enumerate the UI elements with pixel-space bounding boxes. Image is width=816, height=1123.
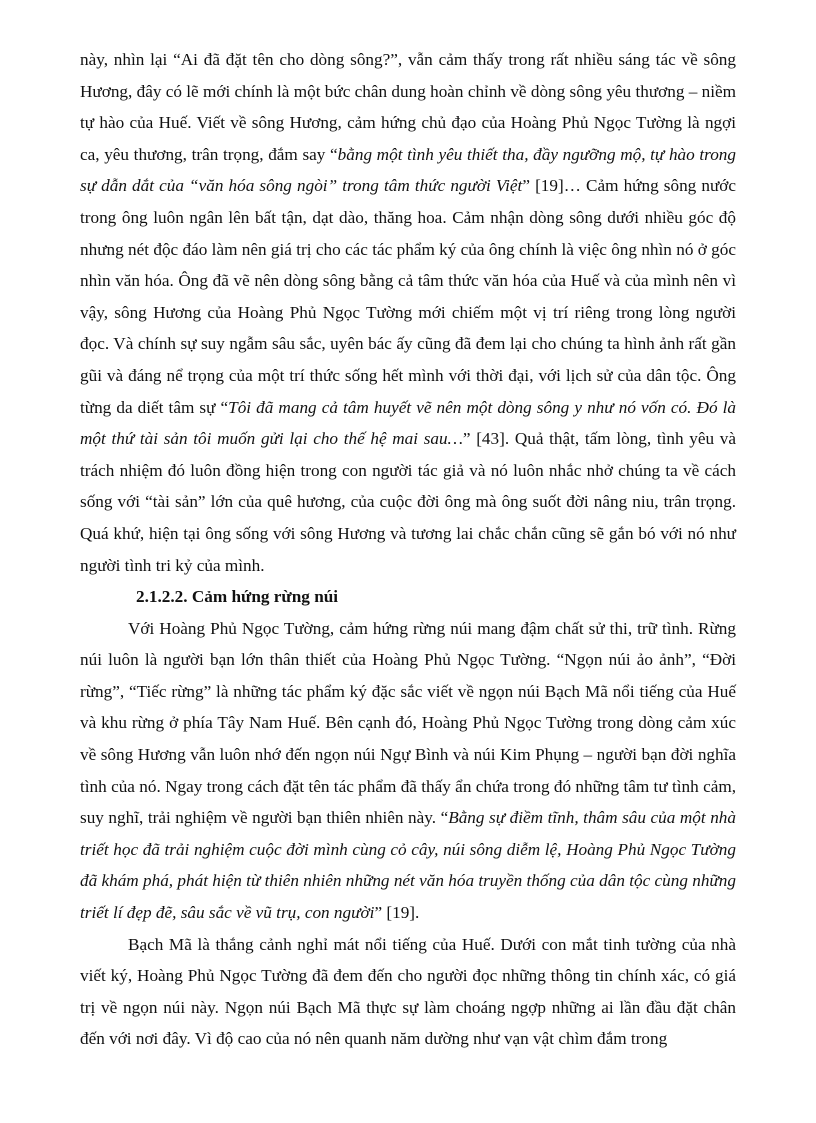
text-run: ” [19]. [374,903,420,923]
paragraph-bach-ma: Bạch Mã là thắng cảnh nghỉ mát nổi tiếng của Huế. Dưới con mắt tinh tường của nhà viết ký, Hoàng Phủ Ngọc Tường đã đem đến cho người đọc những thông tin chính xác, có giá trị về ngọn núi này. Ngọn núi Bạch Mã thực sự làm choáng ngợp những ai lần đầu đặt chân đến với nơi đây. Vì độ cao của nó nên quanh năm dường như vạn vật chìm đắm trong [80,934,736,1049]
paragraph-song-huong [80,44,736,581]
text-run: Với Hoàng Phủ Ngọc Tường, cảm hứng rừng núi mang đậm chất sử thi, trữ tình. Rừng núi luôn là người bạn lớn thân thiết của Hoàng Phủ Ngọc Tường. “Ngọn núi ảo ảnh”, “Đời rừng”, “Tiếc rừng” là những tác phẩm ký đặc sắc viết về ngọn núi Bạch Mã nổi tiếng của Huế và khu rừng ở phía Tây Nam Huế. Bên cạnh đó, Hoàng Phủ Ngọc Tường trong dòng cảm xúc về sông Hương vẫn luôn nhớ đến ngọn núi Ngự Bình và núi Kim Phụng – người bạn đời nghĩa tình của nó. Ngay trong cách đặt tên tác phẩm đã thấy ẩn chứa trong đó những tâm tư tình cảm, suy nghĩ, trải nghiệm về người bạn thiên nhiên này. “ [80,618,736,828]
text-run: ” [19]… Cảm hứng sông nước trong ông luôn ngân lên bất tận, dạt dào, thăng hoa. Cảm nhận dòng sông dưới nhiều góc độ nhưng nét độc đáo làm nên giá trị cho các tác phẩm ký của ông chính là việc ông nhìn nó ở góc nhìn văn hóa. Ông đã vẽ nên dòng sông bằng cả tâm thức văn hóa của Huế và của mình nên vì vậy, sông Hương của Hoàng Phủ Ngọc Tường mới chiếm một vị trí riêng trong lòng người đọc. Và chính sự suy ngẫm sâu sắc, uyên bác ấy cũng đã đem lại cho chúng ta hình ảnh rất gần gũi và đáng nể trọng của một trí thức sống hết mình với thời đại, với lịch sử của dân tộc. Ông từng da diết tâm sự “ [80,176,736,417]
text-run: ” [43]. Quả thật, tấm lòng, tình yêu và trách nhiệm đó luôn đồng hiện trong con người tác giả và nó luôn nhắc nhở chúng ta về cách sống với “tài sản” lớn của quê hương, của cuộc đời ông mà ông suốt đời nâng niu, trân trọng. Quá khứ, hiện tại ông sống với sông Hương và tương lai chắc chắn cũng sẽ gắn bó với nó như người tình tri kỷ của mình. [80,429,737,575]
document-page [80,44,736,1055]
paragraph-rung-nui [80,613,736,929]
text-run: này, nhìn lại “Ai đã đặt tên cho dòng sông?”, vẫn cảm thấy trong rất nhiều sáng tác về sông Hương, đây có lẽ mới chính là một bức chân dung hoàn chỉnh về dòng sông yêu thương – niềm tự hào của Huế. Viết về sông Hương, cảm hứng chủ đạo của Hoàng Phủ Ngọc Tường là ngợi ca, yêu thương, trân trọng, đắm say “ [80,50,736,164]
italic-quote: Tôi đã mang cả tâm huyết vẽ nên một dòng sông y như nó vốn có. Đó là một thứ tài sản tôi muốn gửi lại cho thế hệ mai sau… [80,397,736,449]
section-heading: 2.1.2.2. Cảm hứng rừng núi [136,587,339,607]
italic-quote: Bằng sự điềm tĩnh, thâm sâu của một nhà triết học đã trải nghiệm cuộc đời mình cùng cỏ cây, núi sông diễm lệ, Hoàng Phủ Ngọc Tường đã khám phá, phát hiện từ thiên nhiên những nét văn hóa truyền thống của dân tộc cùng những triết lí đẹp đẽ, sâu sắc về vũ trụ, con người [80,808,736,923]
italic-quote: bằng một tình yêu thiết tha, đầy ngưỡng mộ, tự hào trong sự dẫn dắt của “văn hóa sông ngòi” trong tâm thức người Việt [80,144,736,196]
